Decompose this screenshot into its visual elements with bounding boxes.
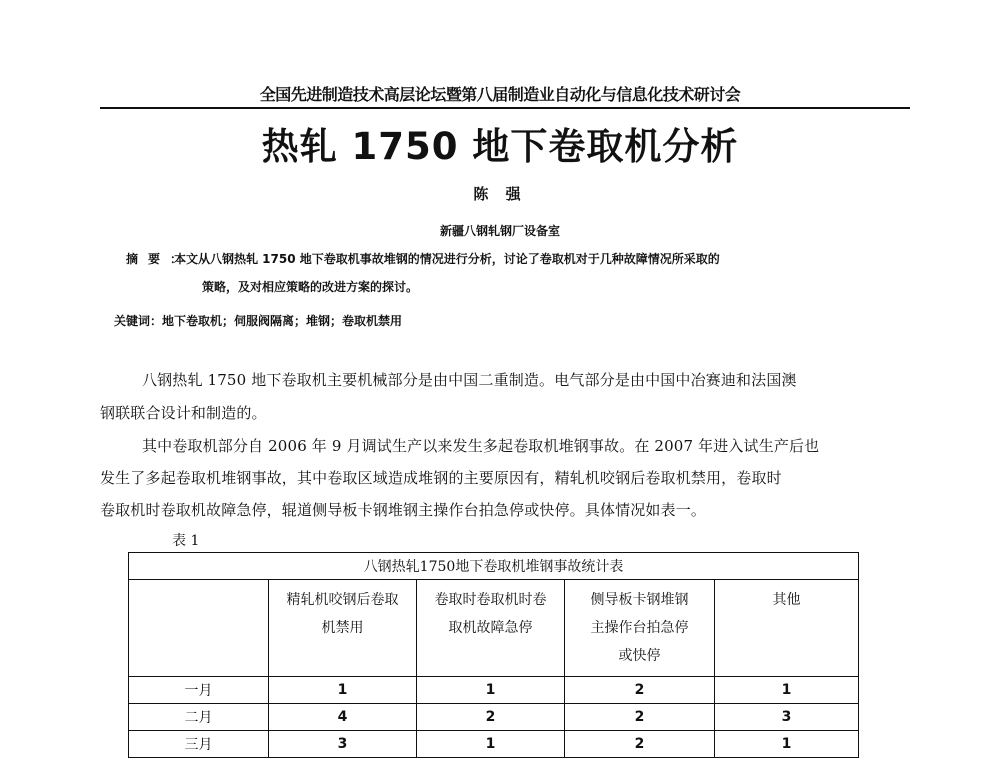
header-text: 卷取时卷取机时卷取机故障急停 xyxy=(434,592,547,636)
month-cell: 三月 xyxy=(129,731,269,758)
header-cell-empty xyxy=(129,580,269,677)
abstract-line-1: 本文从八钢热轧 1750 地下卷取机事故堆钢的情况进行分析，讨论了卷取机对于几种故障情况所采取的 xyxy=(174,252,720,266)
header-cell xyxy=(269,580,417,677)
value-cell: 1 xyxy=(715,677,859,704)
header-cell xyxy=(417,580,565,677)
header-text: 其他 xyxy=(772,592,801,608)
value-cell: 2 xyxy=(565,731,715,758)
value-cell: 1 xyxy=(269,677,417,704)
keywords: 关键词：地下卷取机；伺服阀隔离；堆钢；卷取机禁用 xyxy=(114,314,403,328)
paragraph-2-line-3: 卷取机时卷取机故障急停，辊道侧导板卡钢堆钢主操作台拍急停或快停。具体情况如表一。 xyxy=(100,501,707,519)
header-text: 精轧机咬钢后卷取机禁用 xyxy=(286,592,399,636)
paragraph-1-line-2: 钢联联合设计和制造的。 xyxy=(100,404,267,422)
abstract-line-2: 策略，及对相应策略的改进方案的探讨。 xyxy=(202,280,419,294)
value-cell: 4 xyxy=(269,704,417,731)
value-cell: 2 xyxy=(417,704,565,731)
author-name: 陈 强 xyxy=(473,185,527,203)
value-cell: 2 xyxy=(565,704,715,731)
value-cell: 1 xyxy=(417,731,565,758)
value-cell: 1 xyxy=(715,731,859,758)
header-rule xyxy=(100,107,910,109)
table-row xyxy=(129,677,859,704)
header-text: 侧导板卡钢堆钢主操作台拍急停或快停 xyxy=(590,592,689,664)
table-caption: 八钢热轧1750地下卷取机堆钢事故统计表 xyxy=(129,553,859,580)
header-cell xyxy=(715,580,859,677)
paragraph-2-line-2: 发生了多起卷取机堆钢事故，其中卷取区域造成堆钢的主要原因有，精轧机咬钢后卷取机禁用，卷取时 xyxy=(100,469,782,487)
value-cell: 1 xyxy=(417,677,565,704)
article-title: 热轧 1750 地下卷取机分析 xyxy=(261,125,739,168)
value-cell: 3 xyxy=(715,704,859,731)
month-cell: 二月 xyxy=(129,704,269,731)
table-label: 表 1 xyxy=(172,533,200,549)
table-row xyxy=(129,731,859,758)
paragraph-2-line-1: 其中卷取机部分自 2006 年 9 月调试生产以来发生多起卷取机堆钢事故。在 2007 年进入试生产后也 xyxy=(142,437,820,455)
author-affiliation: 新疆八钢轧钢厂设备室 xyxy=(439,224,560,238)
value-cell: 3 xyxy=(269,731,417,758)
header-cell xyxy=(565,580,715,677)
abstract-label: 摘要： xyxy=(126,252,193,266)
accident-statistics-table xyxy=(128,552,859,758)
paragraph-1-line-1: 八钢热轧 1750 地下卷取机主要机械部分是由中国二重制造。电气部分是由中国中冶赛迪和法国澳 xyxy=(142,371,797,389)
month-cell: 一月 xyxy=(129,677,269,704)
table-row xyxy=(129,704,859,731)
conference-header: 全国先进制造技术高层论坛暨第八届制造业自动化与信息化技术研讨会 xyxy=(259,85,741,104)
value-cell: 2 xyxy=(565,677,715,704)
